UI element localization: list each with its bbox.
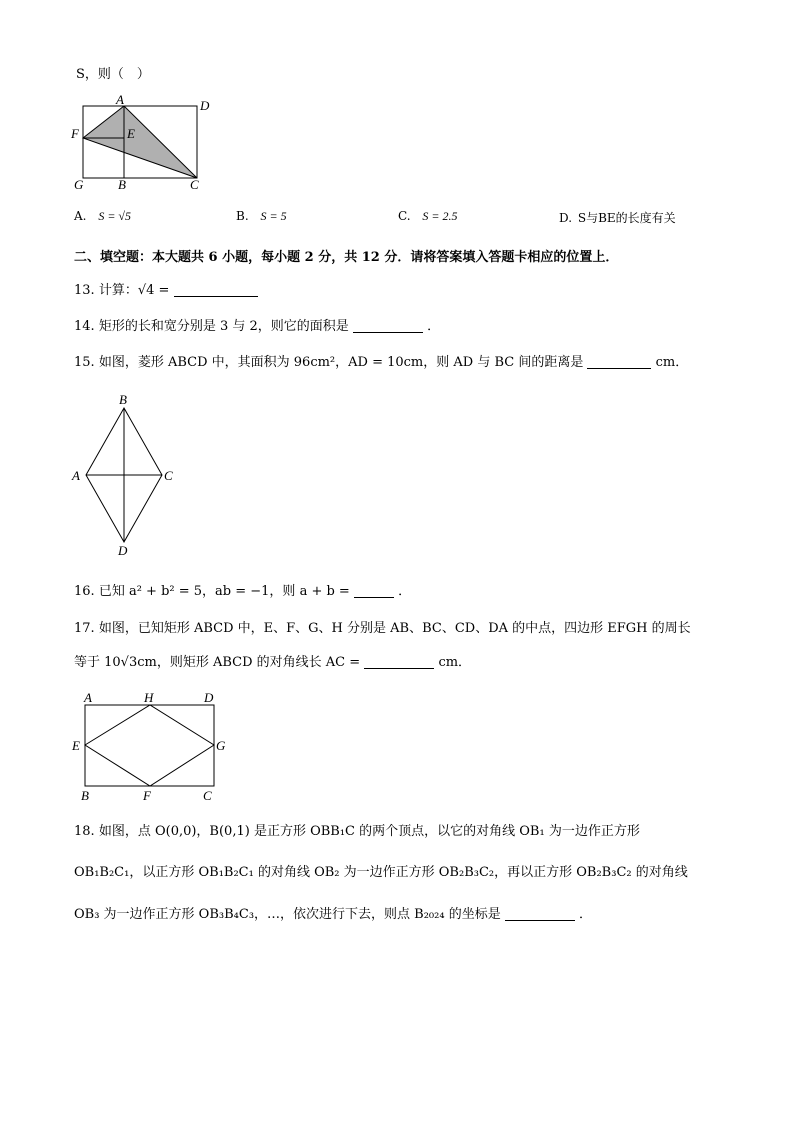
q15 [74, 356, 688, 369]
label-f: F [143, 788, 151, 803]
option-c-text: S = 2.5 [422, 209, 458, 223]
option-d-label: D. [559, 211, 573, 225]
q18-end: ． [578, 907, 592, 922]
label-h: H [144, 690, 154, 705]
q13 [74, 284, 258, 297]
q16-end: ． [398, 584, 412, 599]
option-a[interactable] [74, 209, 131, 224]
q14-answer-blank[interactable] [353, 320, 423, 333]
q16-answer-blank[interactable] [354, 585, 394, 598]
label-a: A [84, 690, 92, 705]
q18-text-1: 如图，点 O(0,0)，B(0,1) 是正方形 OBB₁C 的两个顶点，以它的对角线 OB₁ 为一边作正方形 [98, 824, 640, 839]
q17-text-1: 如图，已知矩形 ABCD 中，E、F、G、H 分别是 AB、BC、CD、DA 的中点，四边形 EFGH 的周长 [98, 621, 691, 636]
label-e: E [72, 738, 80, 753]
q18-text-3: OB₃ 为一边作正方形 OB₃B₄C₃，…，依次进行下去，则点 B₂₀₂₄ 的坐标是 [74, 907, 501, 922]
q16-text: 已知 a² + b² = 5，ab = −1，则 a + b = [98, 584, 350, 599]
q18-line1 [74, 825, 640, 838]
q18-num: 18. [74, 824, 95, 839]
option-d[interactable] [559, 209, 676, 226]
q14-text: 矩形的长和宽分别是 3 与 2，则它的面积是 [98, 319, 349, 334]
option-d-text: S与BE的长度有关 [577, 211, 676, 225]
q18-line2 [74, 866, 688, 879]
q14-num: 14. [74, 319, 95, 334]
q17-line1 [74, 622, 691, 635]
q17-unit: cm． [438, 655, 472, 670]
label-e: E [127, 126, 135, 141]
q18-text-2: OB₁B₂C₁，以正方形 OB₁B₂C₁ 的对角线 OB₂ 为一边作正方形 OB₂B₃C₂，再以正方形 OB₂B₃C₂ 的对角线 [74, 865, 688, 880]
q16 [74, 585, 411, 598]
q14 [74, 320, 440, 333]
label-d: D [200, 98, 210, 113]
label-b: B [118, 177, 126, 192]
q17-answer-blank[interactable] [364, 656, 434, 669]
option-b-label: B. [236, 209, 249, 223]
label-a: A [72, 468, 80, 483]
q16-num: 16. [74, 584, 95, 599]
label-c: C [190, 177, 199, 192]
q18-line3 [74, 908, 592, 921]
q15-figure [66, 390, 186, 558]
option-c-label: C. [398, 209, 411, 223]
q12-tail: S，则（ ） [76, 67, 150, 82]
q17-figure [66, 688, 236, 806]
label-b: B [81, 788, 89, 803]
q17-num: 17. [74, 621, 95, 636]
q12-figure [60, 92, 220, 192]
label-a: A [116, 92, 124, 107]
q17-line2 [74, 656, 471, 669]
label-c: C [164, 468, 173, 483]
rhombus-efgh [85, 705, 214, 786]
q15-text: 如图，菱形 ABCD 中，其面积为 96cm²，AD = 10cm，则 AD 与 BC 间的距离是 [98, 355, 584, 370]
option-b[interactable] [236, 209, 287, 224]
q13-answer-blank[interactable] [174, 284, 258, 297]
q13-num: 13. [74, 283, 95, 298]
q14-end: ． [427, 319, 441, 334]
q15-num: 15. [74, 355, 95, 370]
q17-text-2: 等于 10√3cm，则矩形 ABCD 的对角线长 AC = [74, 655, 361, 670]
section-2-title: 二、填空题：本大题共 6 小题，每小题 2 分，共 12 分．请将答案填入答题卡相应的位置上． [74, 250, 619, 265]
label-c: C [203, 788, 212, 803]
option-a-label: A. [74, 209, 87, 223]
q18-answer-blank[interactable] [505, 908, 575, 921]
label-f: F [71, 126, 79, 141]
shaded-triangle [83, 106, 197, 178]
q13-text: 计算：√4 = [98, 283, 170, 298]
q15-unit: cm． [655, 355, 689, 370]
option-a-text: S = √5 [98, 209, 131, 223]
label-d: D [118, 543, 128, 558]
option-c[interactable] [398, 209, 458, 224]
label-g: G [216, 738, 226, 753]
option-b-text: S = 5 [260, 209, 287, 223]
label-g: G [74, 177, 84, 192]
rect-abcd [85, 705, 214, 786]
q15-answer-blank[interactable] [587, 356, 651, 369]
label-b: B [119, 392, 127, 407]
label-d: D [204, 690, 214, 705]
